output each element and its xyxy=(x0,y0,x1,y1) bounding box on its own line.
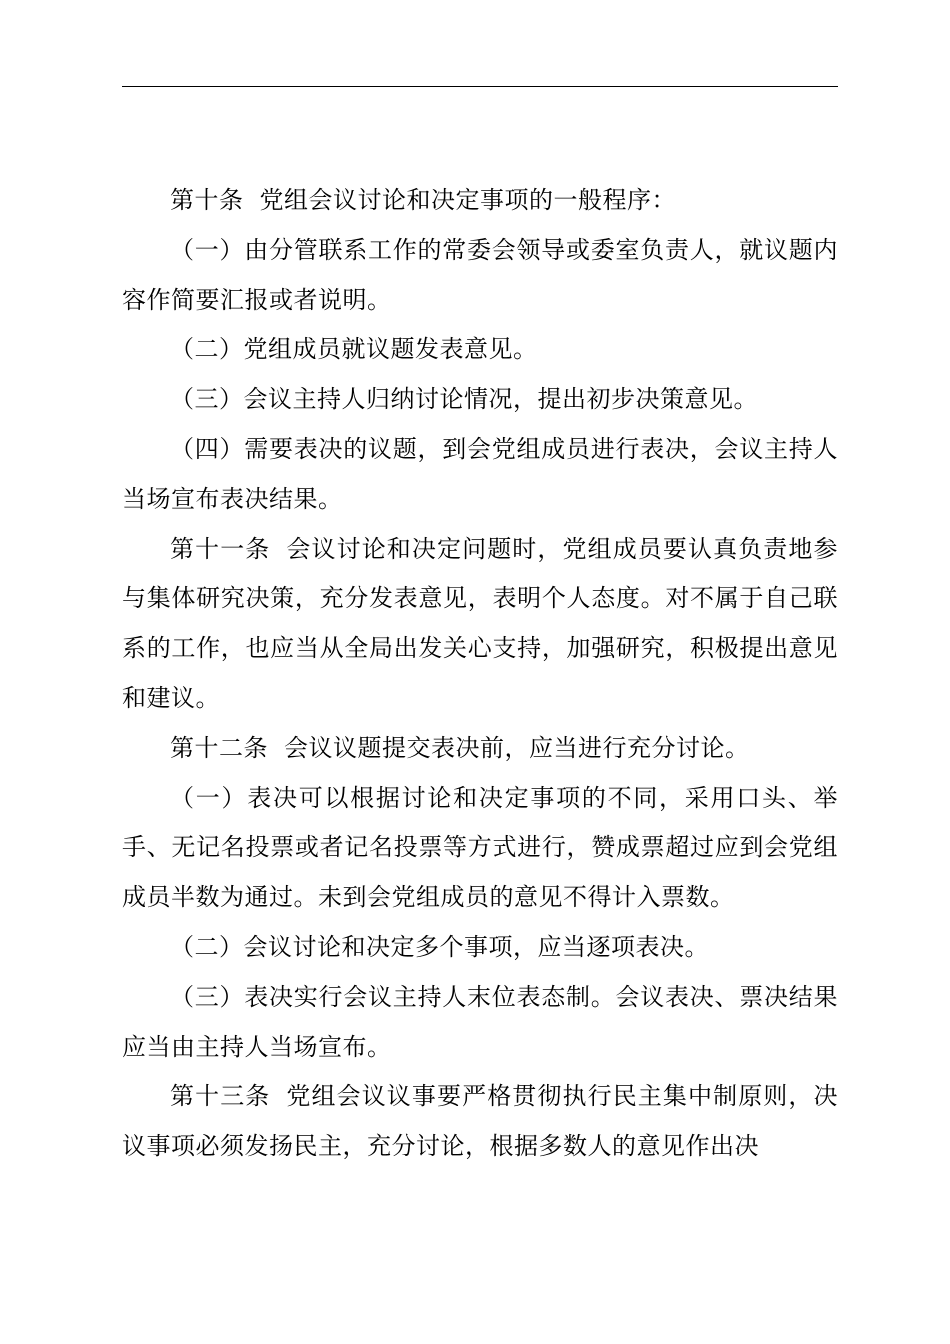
paragraph-text: （四）需要表决的议题，到会党组成员进行表决，会议主持人当场宣布表决结果。 xyxy=(122,434,838,513)
paragraph-text: （二）会议讨论和决定多个事项，应当逐项表决。 xyxy=(170,932,709,961)
paragraph-text: 会议讨论和决定问题时，党组成员要认真负责地参与集体研究决策，充分发表意见，表明个人态度。对不属于自己联系的工作，也应当从全局出发关心支持，加强研究，积极提出意见和建议。 xyxy=(122,534,839,712)
paragraph-text: （一）表决可以根据讨论和决定事项的不同，采用口头、举手、无记名投票或者记名投票等方式进行，赞成票超过应到会党组成员半数为通过。未到会党组成员的意见不得计入票数。 xyxy=(122,783,838,912)
paragraph-text: （二）党组成员就议题发表意见。 xyxy=(170,335,538,364)
article-10-item-3 xyxy=(122,375,838,425)
article-13 xyxy=(122,1072,838,1172)
article-number: 第十三条 xyxy=(170,1082,271,1111)
article-10-item-4 xyxy=(122,425,838,525)
paragraph-text: （三）会议主持人归纳讨论情况，提出初步决策意见。 xyxy=(170,385,758,414)
article-11 xyxy=(122,525,838,724)
article-10-item-2 xyxy=(122,325,838,375)
document-body xyxy=(122,176,838,1172)
paragraph-text: 党组会议讨论和决定事项的一般程序： xyxy=(259,186,676,214)
paragraph-text: 会议议题提交表决前，应当进行充分讨论。 xyxy=(284,733,750,762)
article-12-item-3 xyxy=(122,973,838,1073)
article-12 xyxy=(122,724,838,774)
article-number: 第十一条 xyxy=(170,534,271,563)
paragraph-text: （一）由分管联系工作的常委会领导或委室负责人，就议题内容作简要汇报或者说明。 xyxy=(122,235,838,314)
paragraph-text: 党组会议议事要严格贯彻执行民主集中制原则，决议事项必须发扬民主，充分讨论，根据多数人的意见作出决 xyxy=(122,1082,839,1161)
header-rule xyxy=(122,86,838,87)
article-12-item-2 xyxy=(122,923,838,973)
article-number: 第十二条 xyxy=(170,733,268,762)
article-10-item-1 xyxy=(122,226,838,326)
article-10 xyxy=(122,176,838,226)
article-number: 第十条 xyxy=(170,186,244,214)
article-12-item-1 xyxy=(122,774,838,923)
paragraph-text: （三）表决实行会议主持人末位表态制。会议表决、票决结果应当由主持人当场宣布。 xyxy=(122,982,838,1061)
